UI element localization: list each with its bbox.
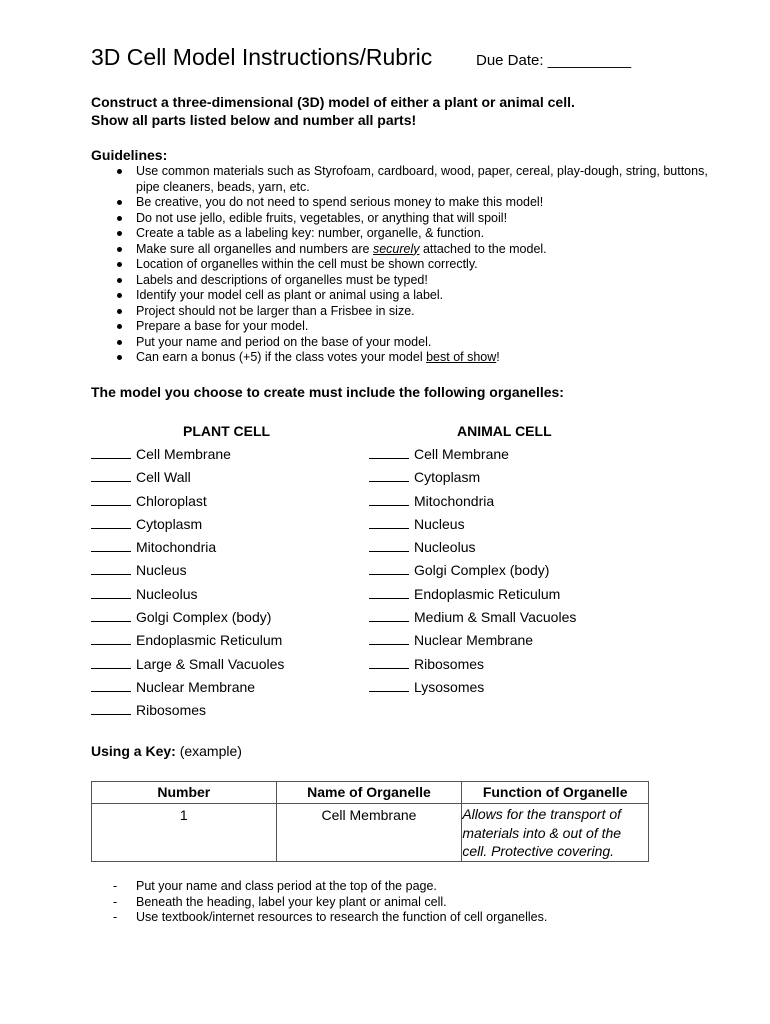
intro-line-1: Construct a three-dimensional (3D) model of either a plant or animal cell.: [91, 94, 575, 110]
guideline-item: Can earn a bonus (+5) if the class votes your model best of show!: [91, 350, 711, 366]
bullet-icon: [117, 231, 122, 236]
key-table: [91, 781, 649, 862]
table-header-row: [92, 782, 649, 804]
blank-line: [369, 515, 409, 529]
blank-line: [91, 631, 131, 645]
bullet-icon: [117, 355, 122, 360]
blank-line: [91, 561, 131, 575]
dash-icon: -: [113, 894, 118, 909]
bullet-icon: [117, 324, 122, 329]
list-item: Cell Membrane: [91, 444, 371, 467]
guidelines-list: [91, 164, 711, 366]
plant-cell-column: [91, 421, 371, 724]
guideline-item: Identify your model cell as plant or animal using a label.: [91, 288, 711, 304]
cell-organelle-name: Cell Membrane: [276, 804, 462, 862]
bullet-icon: [117, 262, 122, 267]
due-date: Due Date: __________: [476, 52, 632, 69]
cell-function: Allows for the transport of materials into & out of the cell. Protective covering.: [462, 804, 649, 862]
list-item: Chloroplast: [91, 491, 371, 514]
list-item: Nuclear Membrane: [91, 677, 371, 700]
guideline-item: Prepare a base for your model.: [91, 319, 711, 335]
bullet-icon: [117, 293, 122, 298]
dash-icon: -: [113, 879, 118, 893]
guideline-item: Do not use jello, edible fruits, vegetables, or anything that will spoil!: [91, 211, 711, 227]
list-item: Lysosomes: [369, 677, 649, 700]
column-header-function: Function of Organelle: [462, 782, 649, 804]
blank-line: [91, 492, 131, 506]
cell-number: 1: [92, 804, 277, 862]
guideline-item: Use common materials such as Styrofoam, cardboard, wood, paper, cereal, play-dough, string, buttons, pipe cleaners, beads, yarn, etc.: [91, 164, 711, 195]
guideline-item: Put your name and period on the base of your model.: [91, 335, 711, 351]
guideline-item: Project should not be larger than a Frisbee in size.: [91, 304, 711, 320]
list-item: Cell Membrane: [369, 444, 649, 467]
list-item: Nucleus: [91, 560, 371, 583]
list-item: Nuclear Membrane: [369, 630, 649, 653]
guideline-item: Create a table as a labeling key: number, organelle, & function.: [91, 226, 711, 242]
notes-list: [91, 879, 711, 926]
list-item: Golgi Complex (body): [91, 607, 371, 630]
blank-line: [369, 561, 409, 575]
blank-line: [91, 608, 131, 622]
plant-cell-heading: PLANT CELL: [183, 423, 271, 439]
list-item: Medium & Small Vacuoles: [369, 607, 649, 630]
list-item: Endoplasmic Reticulum: [91, 630, 371, 653]
list-item: Cell Wall: [91, 467, 371, 490]
intro-instructions: [91, 93, 711, 129]
bullet-icon: [117, 247, 122, 252]
list-item: Nucleus: [369, 514, 649, 537]
list-item: Mitochondria: [91, 537, 371, 560]
blank-line: [369, 608, 409, 622]
list-item: Nucleolus: [369, 537, 649, 560]
key-heading: Using a Key: (example): [91, 743, 242, 759]
guideline-item: Be creative, you do not need to spend serious money to make this model!: [91, 195, 711, 211]
guideline-item: Location of organelles within the cell must be shown correctly.: [91, 257, 711, 273]
list-item: Ribosomes: [369, 654, 649, 677]
guideline-item: Labels and descriptions of organelles must be typed!: [91, 273, 711, 289]
table-row: [92, 804, 649, 862]
blank-line: [91, 468, 131, 482]
blank-line: [91, 538, 131, 552]
animal-cell-heading: ANIMAL CELL: [457, 423, 552, 439]
guidelines-heading: Guidelines:: [91, 147, 168, 163]
blank-line: [91, 515, 131, 529]
list-item: Ribosomes: [91, 700, 371, 723]
column-header-name: Name of Organelle: [276, 782, 462, 804]
blank-line: [369, 492, 409, 506]
blank-line: [369, 445, 409, 459]
blank-line: [91, 701, 131, 715]
note-item: - Beneath the heading, label your key plant or animal cell.: [113, 894, 447, 909]
list-item: Nucleolus: [91, 584, 371, 607]
guideline-item: Make sure all organelles and numbers are securely attached to the model.: [91, 242, 711, 258]
bullet-icon: [117, 278, 122, 283]
list-item: Mitochondria: [369, 491, 649, 514]
blank-line: [91, 655, 131, 669]
blank-line: [369, 585, 409, 599]
blank-line: [91, 585, 131, 599]
column-header-number: Number: [92, 782, 277, 804]
dash-icon: -: [113, 910, 118, 924]
list-item: Cytoplasm: [369, 467, 649, 490]
list-item: Cytoplasm: [91, 514, 371, 537]
page-title: 3D Cell Model Instructions/Rubric: [91, 44, 433, 70]
list-item: Golgi Complex (body): [369, 560, 649, 583]
organelles-heading: The model you choose to create must include the following organelles:: [91, 384, 564, 400]
list-item: Endoplasmic Reticulum: [369, 584, 649, 607]
blank-line: [369, 678, 409, 692]
blank-line: [91, 445, 131, 459]
bullet-icon: [117, 340, 122, 345]
blank-line: [369, 631, 409, 645]
bullet-icon: [117, 216, 122, 221]
list-item: Large & Small Vacuoles: [91, 654, 371, 677]
header: [91, 44, 651, 76]
intro-line-2: Show all parts listed below and number all parts!: [91, 112, 417, 128]
note-item: - Put your name and class period at the top of the page.: [113, 879, 437, 893]
bullet-icon: [117, 200, 122, 205]
blank-line: [91, 678, 131, 692]
note-item: - Use textbook/internet resources to research the function of cell organelles.: [113, 910, 548, 924]
animal-cell-column: [369, 421, 649, 700]
blank-line: [369, 468, 409, 482]
bullet-icon: [117, 169, 122, 174]
blank-line: [369, 655, 409, 669]
bullet-icon: [117, 309, 122, 314]
blank-line: [369, 538, 409, 552]
